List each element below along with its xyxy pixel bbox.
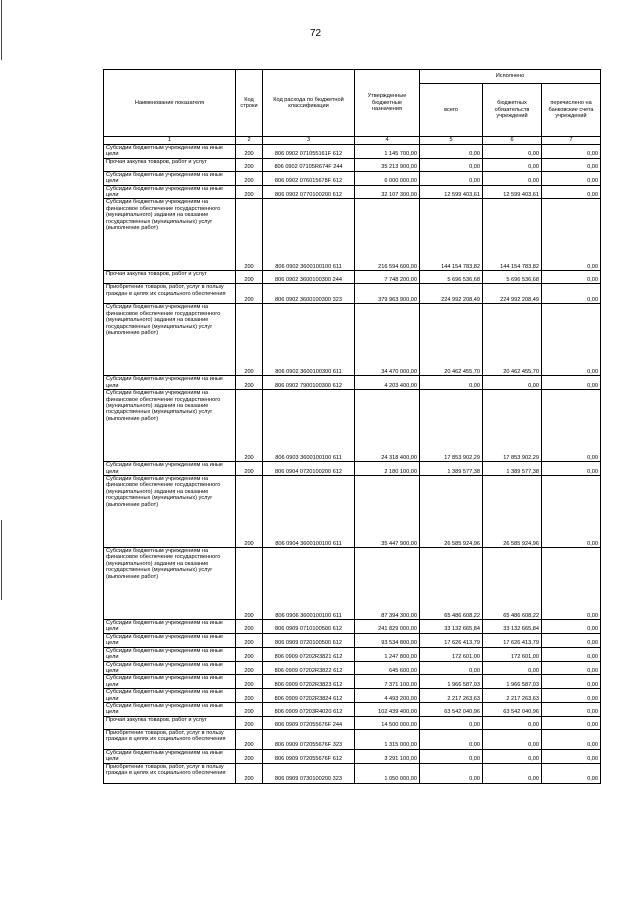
row-line-code: 200 — [236, 390, 263, 462]
row-budget-code: 806 0902 7900100300 612 — [263, 376, 355, 390]
header-name: Наименование показателя — [104, 70, 236, 137]
row-line-code: 200 — [236, 476, 263, 548]
row-approved-amount: 93 534 800,00 — [355, 633, 420, 647]
row-executed-obligations: 5 696 536,68 — [483, 271, 542, 284]
row-name: Субсидии бюджетным учреждениям на иные цели — [104, 145, 236, 159]
row-executed-obligations: 0,00 — [483, 145, 542, 159]
row-executed-obligations: 0,00 — [483, 763, 542, 783]
row-line-code: 200 — [236, 675, 263, 689]
row-executed-transferred: 0,00 — [542, 284, 601, 304]
row-approved-amount: 32 107 300,00 — [355, 185, 420, 199]
row-approved-amount: 379 963 900,00 — [355, 284, 420, 304]
row-executed-transferred: 0,00 — [542, 271, 601, 284]
row-approved-amount: 24 318 400,00 — [355, 390, 420, 462]
row-approved-amount: 35 213 900,00 — [355, 158, 420, 171]
table-row — [104, 199, 601, 271]
row-name: Субсидии бюджетным учреждениям на иные цели — [104, 661, 236, 675]
column-number: 6 — [483, 137, 542, 145]
row-approved-amount: 1 247 800,00 — [355, 647, 420, 661]
row-approved-amount: 102 439 400,00 — [355, 702, 420, 716]
row-executed-total: 20 462 455,70 — [420, 304, 483, 376]
row-budget-code: 806 0909 07202R3824 612 — [263, 689, 355, 703]
row-line-code: 200 — [236, 171, 263, 185]
row-executed-obligations: 0,00 — [483, 729, 542, 749]
row-executed-obligations: 26 585 924,96 — [483, 476, 542, 548]
row-approved-amount: 216 594 600,00 — [355, 199, 420, 271]
row-approved-amount: 35 447 900,00 — [355, 476, 420, 548]
row-executed-total: 12 599 403,61 — [420, 185, 483, 199]
row-executed-obligations: 1 966 587,03 — [483, 675, 542, 689]
table-row — [104, 702, 601, 716]
row-budget-code: 806 0903 3600100100 611 — [263, 390, 355, 462]
row-name: Субсидии бюджетным учреждениям на иные цели — [104, 376, 236, 390]
table-row — [104, 158, 601, 171]
row-line-code: 200 — [236, 763, 263, 783]
row-line-code: 200 — [236, 729, 263, 749]
row-line-code: 200 — [236, 145, 263, 159]
row-name: Субсидии бюджетным учреждениям на иные цели — [104, 689, 236, 703]
column-number: 3 — [263, 137, 355, 145]
budget-execution-table — [103, 69, 601, 784]
row-approved-amount: 1 050 000,00 — [355, 763, 420, 783]
row-executed-transferred: 0,00 — [542, 171, 601, 185]
header-executed: Исполнено — [420, 70, 601, 84]
header-row-code: Код строки — [236, 70, 263, 137]
row-executed-obligations: 0,00 — [483, 661, 542, 675]
row-executed-transferred: 0,00 — [542, 185, 601, 199]
row-name: Субсидии бюджетным учреждениям на иные цели — [104, 185, 236, 199]
row-line-code: 200 — [236, 702, 263, 716]
table-row — [104, 185, 601, 199]
table-row — [104, 171, 601, 185]
header-transferred: перечислено на банковские счета учреждений — [542, 84, 601, 137]
table-row — [104, 633, 601, 647]
row-line-code: 200 — [236, 716, 263, 729]
column-number-row — [104, 137, 601, 145]
row-executed-obligations: 0,00 — [483, 376, 542, 390]
row-budget-code: 806 0902 3600100100 611 — [263, 199, 355, 271]
row-executed-transferred: 0,00 — [542, 763, 601, 783]
row-name: Субсидии бюджетным учреждениям на иные цели — [104, 702, 236, 716]
row-approved-amount: 6 000 000,00 — [355, 171, 420, 185]
row-approved-amount: 14 500 000,00 — [355, 716, 420, 729]
row-executed-total: 0,00 — [420, 376, 483, 390]
row-executed-transferred: 0,00 — [542, 647, 601, 661]
column-number: 7 — [542, 137, 601, 145]
row-line-code: 200 — [236, 199, 263, 271]
row-approved-amount: 87 394 300,00 — [355, 548, 420, 620]
row-name: Субсидии бюджетным учреждениям на финансовое обеспечение государственного (муниципального) задания на оказание государственных (муниципальных) услуг (выполнение работ) — [104, 199, 236, 271]
row-line-code: 200 — [236, 620, 263, 634]
row-executed-obligations: 172 601,00 — [483, 647, 542, 661]
row-executed-transferred: 0,00 — [542, 661, 601, 675]
table-row — [104, 729, 601, 749]
row-budget-code: 806 0902 071055161F 612 — [263, 145, 355, 159]
header-budget-code: Код расхода по бюджетной классификации — [263, 70, 355, 137]
row-name: Субсидии бюджетным учреждениям на иные цели — [104, 749, 236, 763]
row-budget-code: 806 0909 07203R4020 612 — [263, 702, 355, 716]
row-line-code: 200 — [236, 647, 263, 661]
row-budget-code: 806 0902 076015678F 612 — [263, 171, 355, 185]
row-executed-obligations: 20 462 455,70 — [483, 304, 542, 376]
row-executed-transferred: 0,00 — [542, 729, 601, 749]
row-executed-obligations: 0,00 — [483, 749, 542, 763]
row-approved-amount: 1 315 000,00 — [355, 729, 420, 749]
table-row — [104, 145, 601, 159]
row-name: Субсидии бюджетным учреждениям на иные цели — [104, 462, 236, 476]
row-executed-transferred: 0,00 — [542, 689, 601, 703]
row-executed-total: 0,00 — [420, 171, 483, 185]
row-executed-total: 17 626 413,79 — [420, 633, 483, 647]
row-executed-transferred: 0,00 — [542, 749, 601, 763]
header-approved: Утвержденные бюджетные назначения — [355, 70, 420, 137]
row-budget-code: 806 0906 3600100100 611 — [263, 548, 355, 620]
row-executed-total: 144 154 783,82 — [420, 199, 483, 271]
row-executed-transferred: 0,00 — [542, 620, 601, 634]
row-name: Субсидии бюджетным учреждениям на финансовое обеспечение государственного (муниципального) задания на оказание государственных (муниципальных) услуг (выполнение работ) — [104, 476, 236, 548]
row-executed-total: 0,00 — [420, 729, 483, 749]
row-executed-transferred: 0,00 — [542, 675, 601, 689]
row-executed-transferred: 0,00 — [542, 716, 601, 729]
row-executed-total: 1 966 587,03 — [420, 675, 483, 689]
row-approved-amount: 2 180 100,00 — [355, 462, 420, 476]
table-row — [104, 661, 601, 675]
row-executed-obligations: 12 599 403,61 — [483, 185, 542, 199]
row-executed-total: 1 389 577,38 — [420, 462, 483, 476]
row-executed-total: 2 217 263,63 — [420, 689, 483, 703]
column-number: 4 — [355, 137, 420, 145]
row-line-code: 200 — [236, 185, 263, 199]
row-executed-transferred: 0,00 — [542, 376, 601, 390]
row-executed-total: 0,00 — [420, 661, 483, 675]
row-line-code: 200 — [236, 633, 263, 647]
scan-edge-line — [1, 520, 2, 600]
row-name: Субсидии бюджетным учреждениям на иные цели — [104, 675, 236, 689]
row-name: Приобретение товаров, работ, услуг в пользу граждан в целях их социального обеспечения — [104, 763, 236, 783]
row-line-code: 200 — [236, 548, 263, 620]
row-executed-obligations: 0,00 — [483, 716, 542, 729]
row-budget-code: 806 0909 07202R3822 612 — [263, 661, 355, 675]
row-executed-transferred: 0,00 — [542, 199, 601, 271]
row-name: Субсидии бюджетным учреждениям на финансовое обеспечение государственного (муниципального) задания на оказание государственных (муниципальных) услуг (выполнение работ) — [104, 548, 236, 620]
row-executed-obligations: 63 542 040,96 — [483, 702, 542, 716]
row-executed-transferred: 0,00 — [542, 462, 601, 476]
row-budget-code: 806 0902 3600100300 244 — [263, 271, 355, 284]
row-line-code: 200 — [236, 271, 263, 284]
row-executed-obligations: 17 853 902,29 — [483, 390, 542, 462]
table-row — [104, 675, 601, 689]
table-row — [104, 689, 601, 703]
row-executed-transferred: 0,00 — [542, 633, 601, 647]
row-line-code: 200 — [236, 462, 263, 476]
row-executed-total: 63 542 040,96 — [420, 702, 483, 716]
row-approved-amount: 7 748 200,00 — [355, 271, 420, 284]
table-row — [104, 376, 601, 390]
row-executed-obligations: 144 154 783,82 — [483, 199, 542, 271]
row-budget-code: 806 0909 072055676F 323 — [263, 729, 355, 749]
table-row — [104, 304, 601, 376]
row-executed-transferred: 0,00 — [542, 304, 601, 376]
table-row — [104, 390, 601, 462]
row-executed-transferred: 0,00 — [542, 476, 601, 548]
header-obligations: бюджетных обязательств учреждений — [483, 84, 542, 137]
row-executed-total: 224 992 208,49 — [420, 284, 483, 304]
table-row — [104, 476, 601, 548]
row-executed-obligations: 2 217 263,63 — [483, 689, 542, 703]
column-number: 1 — [104, 137, 236, 145]
row-executed-total: 0,00 — [420, 749, 483, 763]
row-name: Субсидии бюджетным учреждениям на иные цели — [104, 647, 236, 661]
column-number: 5 — [420, 137, 483, 145]
row-line-code: 200 — [236, 376, 263, 390]
row-executed-obligations: 65 486 608,22 — [483, 548, 542, 620]
row-line-code: 200 — [236, 158, 263, 171]
row-budget-code: 806 0904 3600100100 611 — [263, 476, 355, 548]
row-line-code: 200 — [236, 689, 263, 703]
row-executed-transferred: 0,00 — [542, 158, 601, 171]
row-budget-code: 806 0909 072055676F 612 — [263, 749, 355, 763]
table-body — [104, 145, 601, 784]
row-name: Субсидии бюджетным учреждениям на финансовое обеспечение государственного (муниципального) задания на оказание государственных (муниципальных) услуг (выполнение работ) — [104, 304, 236, 376]
row-executed-transferred: 0,00 — [542, 145, 601, 159]
row-executed-obligations: 1 389 577,38 — [483, 462, 542, 476]
row-name: Субсидии бюджетным учреждениям на иные цели — [104, 171, 236, 185]
row-executed-obligations: 0,00 — [483, 171, 542, 185]
row-executed-total: 0,00 — [420, 716, 483, 729]
row-budget-code: 806 0909 0730100200 323 — [263, 763, 355, 783]
table-row — [104, 647, 601, 661]
row-executed-total: 26 585 924,96 — [420, 476, 483, 548]
row-executed-total: 0,00 — [420, 763, 483, 783]
page-number: 72 — [309, 28, 322, 39]
row-approved-amount: 241 829 000,00 — [355, 620, 420, 634]
row-executed-obligations: 17 626 413,79 — [483, 633, 542, 647]
row-line-code: 200 — [236, 749, 263, 763]
table-row — [104, 271, 601, 284]
row-executed-total: 65 486 608,22 — [420, 548, 483, 620]
row-name: Прочая закупка товаров, работ и услуг — [104, 271, 236, 284]
row-executed-total: 172 601,00 — [420, 647, 483, 661]
row-line-code: 200 — [236, 304, 263, 376]
row-budget-code: 806 0909 07202R3823 612 — [263, 675, 355, 689]
table-row — [104, 749, 601, 763]
row-name: Прочая закупка товаров, работ и услуг — [104, 716, 236, 729]
row-approved-amount: 4 493 200,00 — [355, 689, 420, 703]
row-executed-obligations: 224 992 208,49 — [483, 284, 542, 304]
row-budget-code: 806 0909 0720100500 612 — [263, 633, 355, 647]
row-budget-code: 806 0902 07105R674F 244 — [263, 158, 355, 171]
table-row — [104, 763, 601, 783]
row-line-code: 200 — [236, 284, 263, 304]
row-name: Приобретение товаров, работ, услуг в пользу граждан в целях их социального обеспечения — [104, 729, 236, 749]
row-executed-total: 0,00 — [420, 145, 483, 159]
row-name: Субсидии бюджетным учреждениям на иные цели — [104, 620, 236, 634]
row-executed-transferred: 0,00 — [542, 548, 601, 620]
row-budget-code: 806 0902 0770100200 612 — [263, 185, 355, 199]
row-name: Прочая закупка товаров, работ и услуг — [104, 158, 236, 171]
row-line-code: 200 — [236, 661, 263, 675]
row-approved-amount: 34 470 000,00 — [355, 304, 420, 376]
row-executed-total: 5 696 536,68 — [420, 271, 483, 284]
row-executed-obligations: 33 132 665,84 — [483, 620, 542, 634]
row-name: Приобретение товаров, работ, услуг в пользу граждан в целях их социального обеспечения — [104, 284, 236, 304]
row-approved-amount: 645 600,00 — [355, 661, 420, 675]
row-budget-code: 806 0909 07202R3821 612 — [263, 647, 355, 661]
row-budget-code: 806 0904 0720100200 612 — [263, 462, 355, 476]
row-approved-amount: 4 203 400,00 — [355, 376, 420, 390]
row-name: Субсидии бюджетным учреждениям на финансовое обеспечение государственного (муниципального) задания на оказание государственных (муниципальных) услуг (выполнение работ) — [104, 390, 236, 462]
row-name: Субсидии бюджетным учреждениям на иные цели — [104, 633, 236, 647]
column-number: 2 — [236, 137, 263, 145]
row-executed-total: 0,00 — [420, 158, 483, 171]
table-row — [104, 548, 601, 620]
row-executed-transferred: 0,00 — [542, 390, 601, 462]
row-approved-amount: 1 145 700,00 — [355, 145, 420, 159]
row-budget-code: 806 0902 3600100300 323 — [263, 284, 355, 304]
row-executed-total: 33 132 665,84 — [420, 620, 483, 634]
row-budget-code: 806 0909 0710100500 612 — [263, 620, 355, 634]
row-budget-code: 806 0909 072055676F 244 — [263, 716, 355, 729]
row-executed-total: 17 853 902,29 — [420, 390, 483, 462]
table-row — [104, 716, 601, 729]
table-row — [104, 284, 601, 304]
row-approved-amount: 7 371 100,00 — [355, 675, 420, 689]
row-approved-amount: 3 291 100,00 — [355, 749, 420, 763]
header-total: всего — [420, 84, 483, 137]
table-row — [104, 462, 601, 476]
row-executed-transferred: 0,00 — [542, 702, 601, 716]
table-row — [104, 620, 601, 634]
row-executed-obligations: 0,00 — [483, 158, 542, 171]
row-budget-code: 806 0902 3600100300 611 — [263, 304, 355, 376]
